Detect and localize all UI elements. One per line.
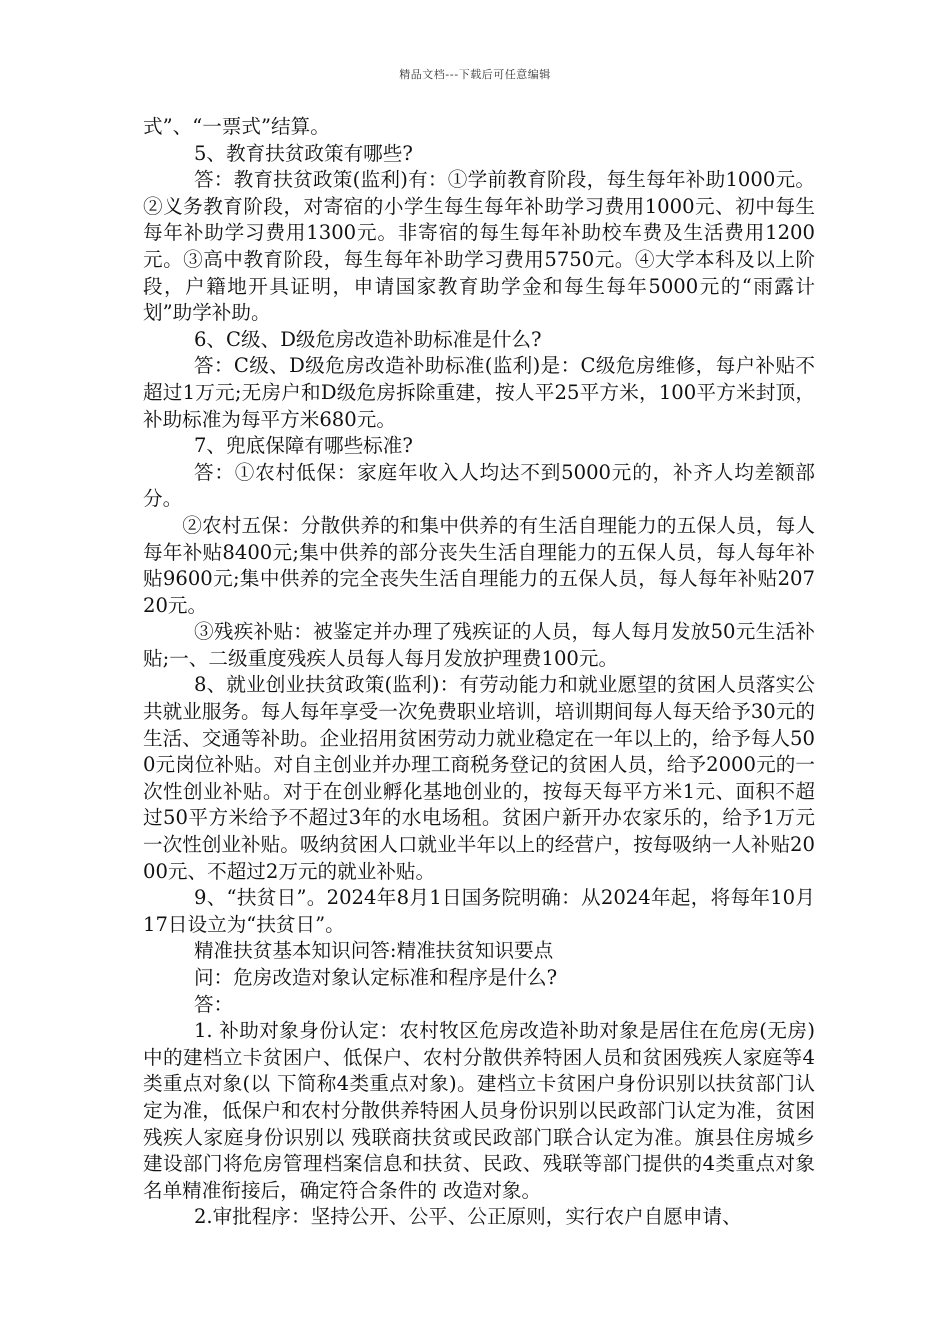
answer-7-low-income: 答：①农村低保：家庭年收入人均达不到5000元的，补齐人均差额部分。 bbox=[143, 460, 815, 511]
question-housing: 问：危房改造对象认定标准和程序是什么? bbox=[193, 966, 558, 989]
answer-housing-2: 2.审批程序：坚持公开、公平、公正原则，实行农户自愿申请、 bbox=[193, 1205, 742, 1229]
page-header: 精品文档---下载后可任意编辑 bbox=[399, 68, 551, 81]
question-5: 5、教育扶贫政策有哪些? bbox=[193, 141, 413, 165]
answer-5: 答：教育扶贫政策(监利)有：①学前教育阶段，每生每年补助1000元。②义务教育阶段，对寄宿的小学生每生每年补助学习费用1000元、初中每生每年补助学习费用1300元。非寄宿的每生每年补助校车费及生活费用1200元。③高中教育阶段，每生每年补助学习费用5750元。④大学本科及以上阶段，户籍地开具证明，申请国家教育助学金和每生每年5000元的“雨露计划”助学补助。 bbox=[143, 168, 815, 325]
question-6: 6、C级、D级危房改造补助标准是什么? bbox=[193, 327, 542, 351]
section-heading: 精准扶贫基本知识问答:精准扶贫知识要点 bbox=[193, 939, 554, 963]
answer-7-five-guarantee: ②农村五保：分散供养的和集中供养的有生活自理能力的五保人员，每人每年补贴8400元;集中供养的部分丧失生活自理能力的五保人员，每人每年补贴9600元;集中供养的完全丧失生活自理能力的五保人员，每人每年补贴20720元。 bbox=[143, 513, 815, 617]
item-9-poverty-day: 9、“扶贫日”。2024年8月1日国务院明确：从2024年起，将每年10月17日设立为“扶贫日”。 bbox=[143, 886, 815, 936]
answer-7-disability: ③残疾补贴：被鉴定并办理了残疾证的人员，每人每月发放50元生活补贴;一、二级重度残疾人员每人每月发放护理费100元。 bbox=[143, 620, 815, 670]
question-7: 7、兜底保障有哪些标准? bbox=[193, 434, 413, 458]
answer-housing-1: 1. 补助对象身份认定：农村牧区危房改造补助对象是居住在危房(无房)中的建档立卡贫困户、低保户、农村分散供养特困人员和贫困残疾人家庭等4类重点对象(以 下简称4类重点对象)。建档立卡贫困户身份识别以扶贫部门认定为准，低保户和农村分散供养特困人员身份识别以民政部门认定为准，贫困残疾人家庭身份识别以 残联商扶贫或民政部门联合认定为准。旗县住房城乡建设部门将危房管理档案信息和扶贫、民政、残联等部门提供的4类重点对象名单精准衔接后，确定符合条件的 改造对象。 bbox=[143, 1019, 815, 1202]
item-8-employment: 8、就业创业扶贫政策(监利)：有劳动能力和就业愿望的贫困人员落实公共就业服务。每人每年享受一次免费职业培训，培训期间每人每天给予30元的生活、交通等补助。企业招用贫困劳动力就业稳定在一年以上的，给予每人500元岗位补贴。对自主创业并办理工商税务登记的贫困人员，给予2000元的一次性创业补贴。对于在创业孵化基地创业的，按每天每平方米1元、面积不超过50平方米给予不超过3年的水电场租。贫困户新开办农家乐的，给予1万元一次性创业补贴。吸纳贫困人口就业半年以上的经营户，按每吸纳一人补贴2000元、不超过2万元的就业补贴。 bbox=[143, 673, 815, 883]
document-body bbox=[143, 114, 815, 1231]
paragraph-continuation: 式”、“一票式”结算。 bbox=[143, 115, 330, 138]
answer-6: 答：C级、D级危房改造补助标准(监利)是：C级危房维修，每户补贴不超过1万元;无房户和D级危房拆除重建，按人平25平方米，100平方米封顶，补助标准为每平方米680元。 bbox=[143, 354, 815, 431]
answer-label: 答： bbox=[193, 992, 234, 1016]
